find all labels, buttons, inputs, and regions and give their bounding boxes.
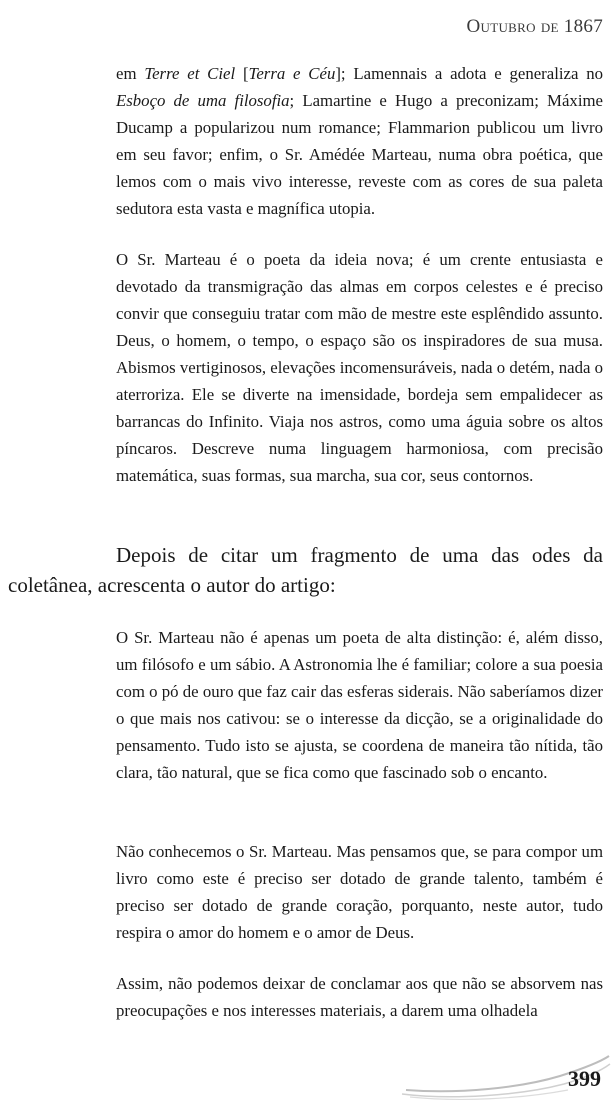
quote-paragraph-2: O Sr. Marteau é o poeta da ideia nova; é um crente entusiasta e devotado da transmigração das almas em corpos celestes e é preciso convir que conseguiu tratar com mão de mestre este esplêndido assunto. Deus, o homem, o tempo, o espaço são os inspiradores de sua musa. Abismos vertiginosos, elevações incomensuráveis, nada o detém, nada o aterroriza. Ele se diverte na imensidade, bordeja sem empalidecer as barrancas do Infinito. Viaja nos astros, como uma águia sobre os altos píncaros. Descreve numa linguagem harmoniosa, com precisão matemática, suas formas, sua marcha, sua cor, seus contornos. bbox=[116, 250, 603, 485]
italic-title: Terra e Céu bbox=[248, 64, 336, 83]
running-header: Outubro de 1867 bbox=[466, 16, 603, 37]
page-number: 399 bbox=[568, 1066, 601, 1091]
quote-paragraph-5: Assim, não podemos deixar de conclamar aos que não se absorvem nas preocupações e nos interesses materiais, a darem uma olhadela bbox=[116, 974, 603, 1020]
quote-paragraph-4: Não conhecemos o Sr. Marteau. Mas pensamos que, se para compor um livro como este é preciso ser dotado de grande talento, também é preciso ser dotado de grande coração, porquanto, neste autor, tudo respira o amor do homem e o amor de Deus. bbox=[116, 842, 603, 942]
text-run: ]; Lamennais a adota e generaliza no bbox=[335, 64, 604, 83]
body-paragraph: Depois de citar um fragmento de uma das odes da coletânea, acrescenta o autor do artigo: bbox=[8, 543, 603, 597]
italic-title: Terre et Ciel bbox=[144, 64, 236, 83]
quote-paragraph-3: O Sr. Marteau não é apenas um poeta de alta distinção: é, além disso, um filósofo e um sábio. A Astronomia lhe é familiar; colore a sua poesia com o pó de ouro que faz cair das esferas siderais. Não saberíamos dizer o que mais nos cativou: se o interesse da dicção, se a originalidade do pensamento. Tudo isto se ajusta, se coordena de maneira tão nítida, tão clara, tão natural, que se fica como que fascinado sob o encanto. bbox=[116, 628, 603, 782]
text-run: ; Lamartine e Hugo a preconizam; Máxime Ducamp a popularizou num romance; Flammarion publicou um livro em seu favor; enfim, o Sr. Amédée Marteau, numa obra poética, que lemos com o mais vivo interesse, reveste com as cores de sua paleta sedutora esta vasta e magnífica utopia. bbox=[116, 91, 603, 218]
text-run: em bbox=[116, 64, 145, 83]
text-run: [ bbox=[235, 64, 249, 83]
italic-title: Esboço de uma filosofia bbox=[116, 91, 290, 110]
quote-paragraph-1 bbox=[116, 60, 603, 222]
